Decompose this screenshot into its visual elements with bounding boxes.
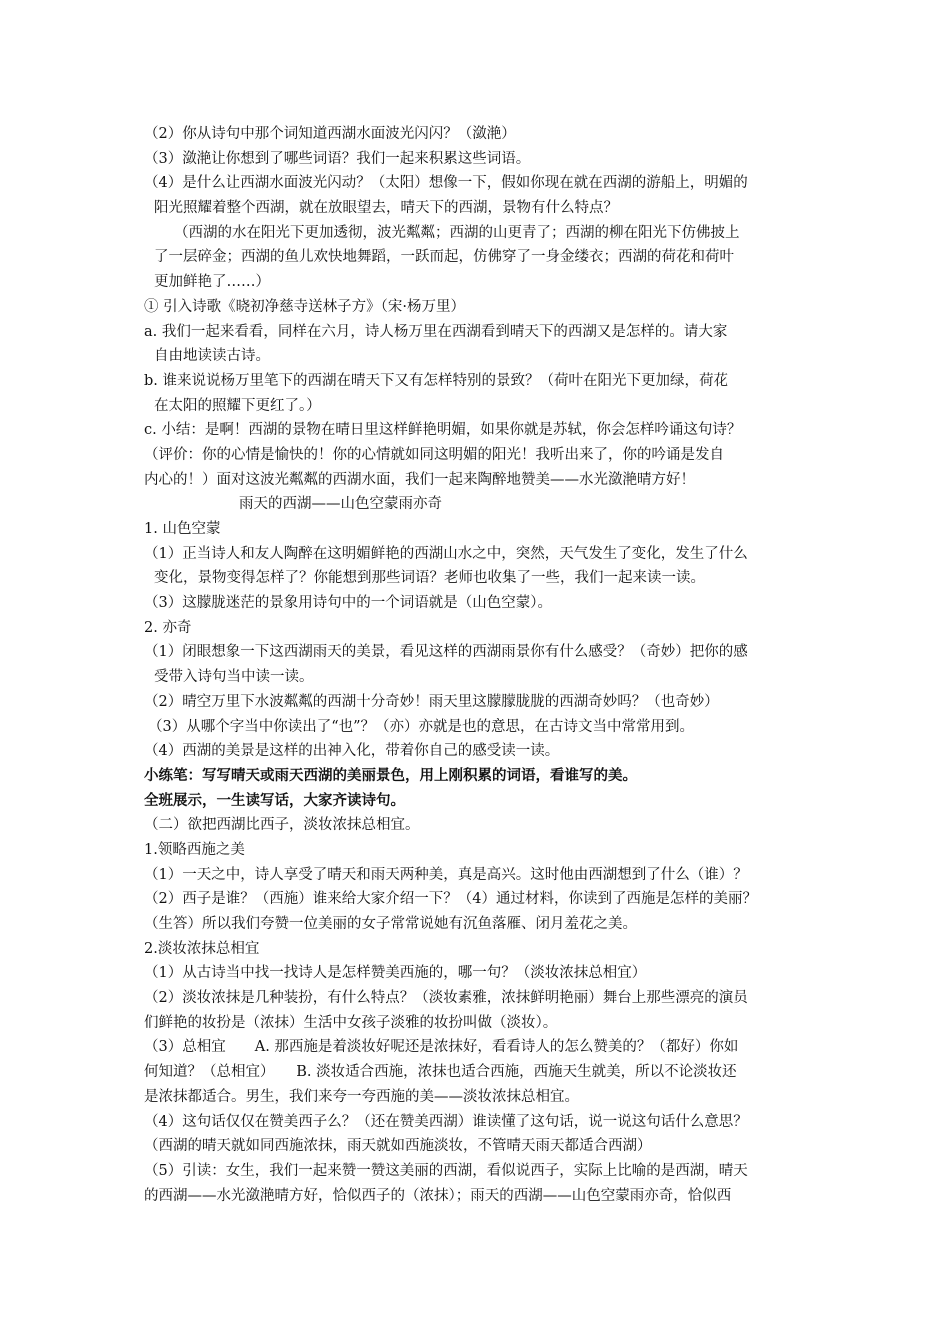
text-line: （1）正当诗人和友人陶醉在这明媚鲜艳的西湖山水之中，突然，天气发生了变化，发生了什么 xyxy=(144,545,748,562)
text-line: a. 我们一起来看看，同样在六月，诗人杨万里在西湖看到晴天下的西湖又是怎样的。请大家 xyxy=(144,323,728,340)
text-line: （4）西湖的美景是这样的出神入化，带着你自己的感受读一读。 xyxy=(144,743,560,760)
text-line: （1）一天之中，诗人享受了晴天和雨天两种美，真是高兴。这时他由西湖想到了什么（谁）？ xyxy=(144,866,748,883)
text-line: 阳光照耀着整个西湖，就在放眼望去，晴天下的西湖，景物有什么特点？ xyxy=(154,200,618,217)
text-line: （4）是什么让西湖水面波光闪动？（太阳）想像一下，假如你现在就在西湖的游船上，明媚的 xyxy=(144,175,748,192)
text-line: （西湖的水在阳光下更加透彻，波光粼粼；西湖的山更青了；西湖的柳在阳光下仿佛披上 xyxy=(174,224,740,241)
text-line: 受带入诗句当中读一读。 xyxy=(154,669,314,686)
text-line: （3）从哪个字当中你读出了“也”？（亦）亦就是也的意思，在古诗文当中常常用到。 xyxy=(148,718,695,735)
text-line: 是浓抹都适合。男生，我们来夸一夸西施的美——淡妆浓抹总相宜。 xyxy=(144,1088,579,1105)
section-heading: 1.领略西施之美 xyxy=(144,841,245,858)
text-line: ① 引入诗歌《晓初净慈寺送林子方》（宋·杨万里） xyxy=(144,298,465,315)
text-line: 变化，景物变得怎样了？你能想到那些词语？老师也收集了一些，我们一起来读一读。 xyxy=(154,570,705,587)
text-line: c. 小结：是啊！西湖的景物在晴日里这样鲜艳明媚，如果你就是苏轼，你会怎样吟诵这句诗？ xyxy=(144,422,742,439)
text-line: （3）潋滟让你想到了哪些词语？我们一起来积累这些词语。 xyxy=(144,150,531,167)
text-line: 的西湖——水光潋滟晴方好，恰似西子的（浓抹）；雨天的西湖——山色空蒙雨亦奇，恰似西 xyxy=(144,1187,732,1204)
section-heading: 2. 亦奇 xyxy=(144,619,192,636)
text-line: （评价：你的心情是愉快的！你的心情就如同这明媚的阳光！我听出来了，你的吟诵是发自 xyxy=(144,446,724,463)
text-line: （1）闭眼想象一下这西湖雨天的美景，看见这样的西湖雨景你有什么感受？（奇妙）把你的感 xyxy=(144,644,748,661)
text-line: 何知道？（总相宜） B. 淡妆适合西施，浓抹也适合西施，西施天生就美，所以不论淡妆还 xyxy=(144,1064,737,1081)
section-heading: 1. 山色空蒙 xyxy=(144,521,221,537)
text-line: （1）从古诗当中找一找诗人是怎样赞美西施的，哪一句？（淡妆浓抹总相宜） xyxy=(144,965,647,982)
text-line: （2）西子是谁？（西施）谁来给大家介绍一下？（4）通过材料，你读到了西施是怎样的美丽？ xyxy=(144,891,757,908)
text-line: （2）晴空万里下水波粼粼的西湖十分奇妙！雨天里这朦朦胧胧的西湖奇妙吗？（也奇妙） xyxy=(144,693,719,710)
text-line: （5）引读：女生，我们一起来赞一赞这美丽的西湖，看似说西子，实际上比喻的是西湖，晴天 xyxy=(144,1162,748,1179)
text-line: （3）总相宜 A. 那西施是着淡妆好呢还是浓抹好，看看诗人的怎么赞美的？（都好）你如 xyxy=(144,1039,739,1056)
section-heading: （二）欲把西湖比西子，淡妆浓抹总相宜。 xyxy=(144,817,420,834)
text-line: b. 谁来说说杨万里笔下的西湖在晴天下又有怎样特别的景致？（荷叶在阳光下更加绿，荷花 xyxy=(144,372,728,389)
text-line: 更加鲜艳了……） xyxy=(154,274,270,291)
text-line: 在太阳的照耀下更红了。） xyxy=(154,397,321,414)
text-line: （2）你从诗句中那个词知道西湖水面波光闪闪？（潋滟） xyxy=(144,126,516,142)
text-line: （3）这朦胧迷茫的景象用诗句中的一个词语就是（山色空蒙）。 xyxy=(144,595,552,612)
text-line: 自由地读读古诗。 xyxy=(154,348,270,365)
document-body xyxy=(144,122,814,1208)
section-heading: 雨天的西湖——山色空蒙雨亦奇 xyxy=(239,496,442,513)
text-line: 们鲜艳的妆扮是（浓抹）生活中女孩子淡雅的妆扮叫做（淡妆）。 xyxy=(144,1014,558,1031)
exercise-heading: 小练笔：写写晴天或雨天西湖的美丽景色，用上刚积累的词语，看谁写的美。 xyxy=(144,766,637,784)
exercise-heading: 全班展示，一生读写话，大家齐读诗句。 xyxy=(144,791,405,809)
section-heading: 2.淡妆浓抹总相宜 xyxy=(144,940,260,957)
text-line: 内心的！）面对这波光粼粼的西湖水面，我们一起来陶醉地赞美——水光潋滟晴方好！ xyxy=(144,471,695,488)
text-line: （西湖的晴天就如同西施浓抹，雨天就如西施淡妆，不管晴天雨天都适合西湖） xyxy=(144,1138,652,1155)
text-line: （2）淡妆浓抹是几种装扮，有什么特点？（淡妆素雅，浓抹鲜明艳丽）舞台上那些漂亮的演员 xyxy=(144,990,748,1007)
text-line: （生答）所以我们夸赞一位美丽的女子常常说她有沉鱼落雁、闭月羞花之美。 xyxy=(144,916,637,932)
text-line: 了一层碎金；西湖的鱼儿欢快地舞蹈，一跃而起，仿佛穿了一身金缕衣；西湖的荷花和荷叶 xyxy=(154,249,734,266)
text-line: （4）这句话仅仅在赞美西子么？（还在赞美西湖）谁读懂了这句话，说一说这句话什么意思？ xyxy=(144,1113,748,1130)
